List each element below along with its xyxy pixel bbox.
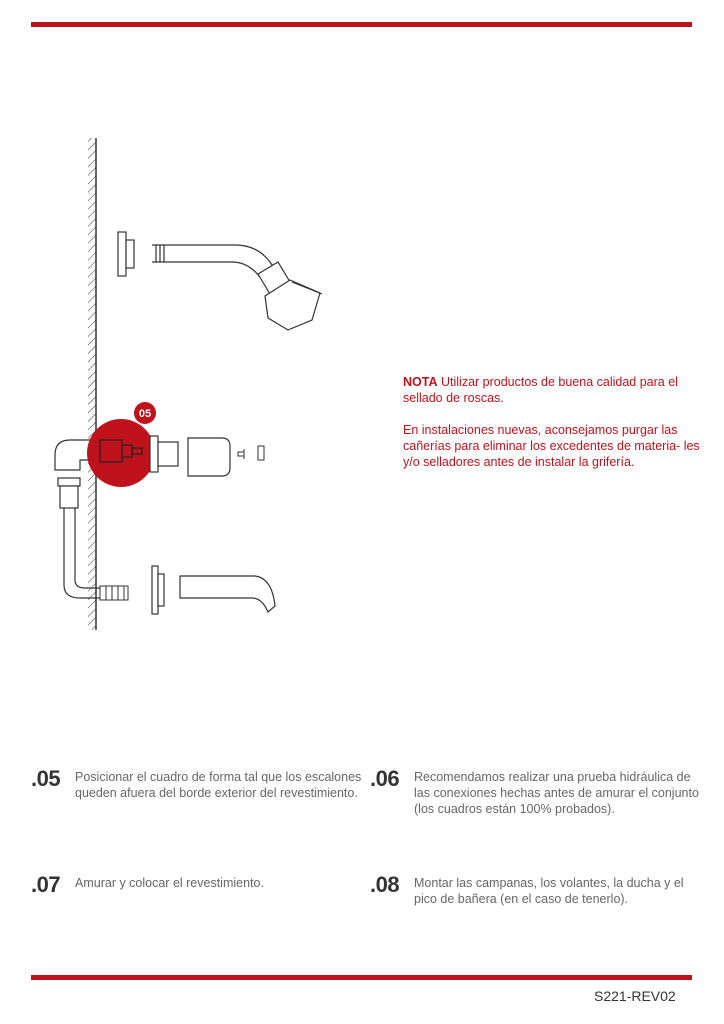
step-text: Posicionar el cuadro de forma tal que los escalones queden afuera del borde exterior del revestimiento.	[75, 770, 362, 800]
note-label: NOTA	[403, 375, 438, 389]
step-text: Amurar y colocar el revestimiento.	[75, 876, 264, 890]
shower-arm	[152, 245, 275, 280]
spout-flange	[152, 566, 164, 614]
installation-note	[403, 374, 703, 486]
bottom-red-rule	[31, 975, 692, 980]
step-number: .07	[31, 872, 61, 897]
shower-flange	[118, 232, 134, 276]
valve-escutcheon	[150, 436, 178, 472]
note-text-2: En instalaciones nuevas, aconsejamos purgar las cañerías para eliminar los excedentes de materia- les y/o selladores antes de instalar la grifería.	[403, 423, 700, 469]
step-badge-label: 05	[138, 408, 152, 420]
note-text-1: Utilizar productos de buena calidad para el sellado de roscas.	[403, 375, 678, 405]
step-number: .06	[370, 766, 400, 791]
valve-handle	[188, 438, 230, 476]
shower-head	[258, 262, 322, 330]
lower-pipe-thread	[100, 586, 128, 600]
highlight-circle	[87, 419, 155, 487]
step-number: .05	[31, 766, 61, 791]
tub-spout	[180, 576, 275, 612]
handle-cap	[258, 446, 264, 460]
document-code: S221-REV02	[594, 988, 676, 1004]
step-text: Montar las campanas, los volantes, la ducha y el pico de bañera (en el caso de tenerlo).	[414, 876, 684, 906]
handle-screw	[238, 449, 244, 459]
step-text: Recomendamos realizar una prueba hidráulica de las conexiones hechas antes de amurar el conjunto (los cuadros están 100% probados).	[414, 770, 699, 816]
step-number: .08	[370, 872, 400, 897]
wall	[88, 138, 96, 630]
